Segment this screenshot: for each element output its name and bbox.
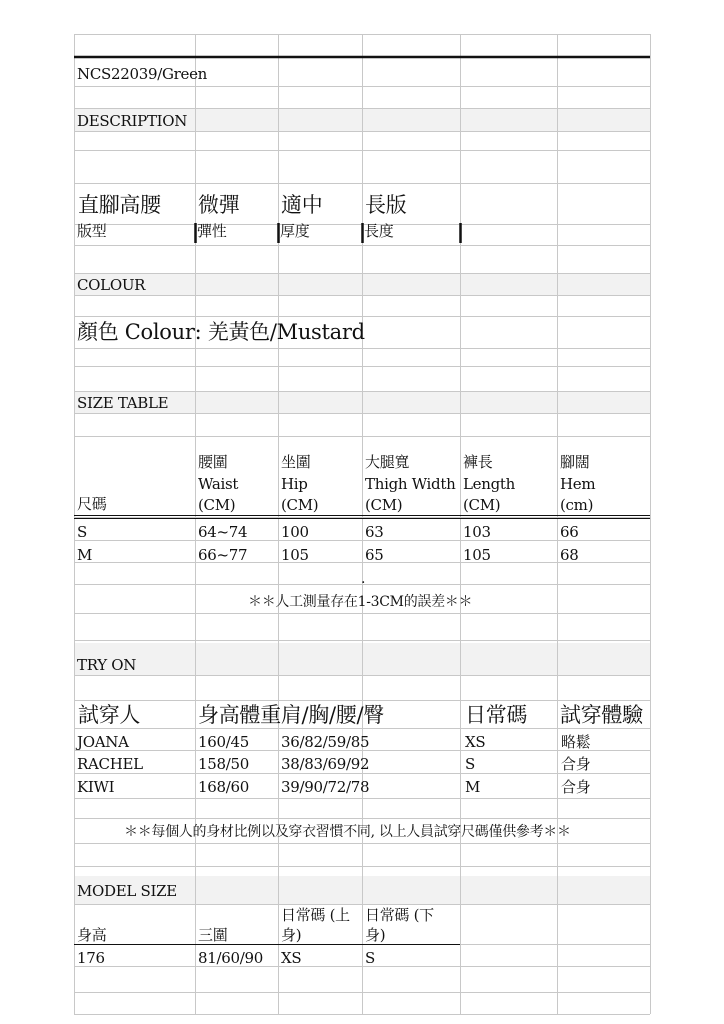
- size-header: 尺碼: [77, 495, 107, 513]
- length-header-en: Length: [463, 475, 515, 493]
- try-on-row-0-fit: 略鬆: [561, 733, 591, 751]
- try-on-row-1-hw: 158/50: [198, 755, 249, 773]
- try-on-note: ＊＊每個人的身材比例以及穿衣習慣不同, 以上人員試穿尺碼僅供參考＊＊: [124, 824, 571, 840]
- size-m-waist: 66~77: [198, 546, 248, 564]
- model-bottom-size-header-line1: 日常碼 (下: [365, 906, 434, 924]
- try-on-row-0-size: XS: [465, 733, 486, 751]
- model-measurements-header: 三圍: [198, 926, 228, 944]
- thickness-label: 厚度: [280, 222, 310, 240]
- model-top-size-value: XS: [281, 949, 302, 967]
- model-top-size-header-line1: 日常碼 (上: [281, 906, 350, 924]
- dot-mark: .: [361, 571, 366, 587]
- hip-header-zh: 坐圍: [281, 453, 311, 471]
- waist-header-unit: (CM): [198, 496, 236, 514]
- hip-header-unit: (CM): [281, 496, 319, 514]
- try-on-row-0-bwh: 36/82/59/85: [281, 733, 370, 751]
- model-top-size-header-line2: 身): [281, 926, 302, 944]
- try-on-row-1-fit: 合身: [561, 755, 591, 773]
- stretch-value: 微彈: [198, 193, 240, 217]
- size-s-length: 103: [463, 523, 491, 541]
- length-label: 長度: [364, 222, 394, 240]
- try-on-row-0-person: JOANA: [77, 733, 129, 751]
- size-m-hip: 105: [281, 546, 309, 564]
- model-size-heading: MODEL SIZE: [77, 882, 177, 900]
- try-on-row-2-size: M: [465, 778, 481, 796]
- try-on-row-2-hw: 168/60: [198, 778, 249, 796]
- length-header-zh: 褲長: [463, 453, 493, 471]
- try-on-row-1-size: S: [465, 755, 475, 773]
- colour-heading: COLOUR: [77, 276, 146, 294]
- model-height-header: 身高: [77, 926, 107, 944]
- hem-header-en: Hem: [560, 475, 596, 493]
- thigh-header-zh: 大腿寬: [365, 453, 410, 471]
- thickness-value: 適中: [281, 193, 323, 217]
- length-header-unit: (CM): [463, 496, 501, 514]
- model-bottom-size-header-line2: 身): [365, 926, 386, 944]
- waist-header-zh: 腰圍: [198, 453, 228, 471]
- try-on-usual-size-header: 日常碼: [465, 703, 528, 727]
- size-m-length: 105: [463, 546, 491, 564]
- thigh-header-en: Thigh Width: [365, 475, 456, 493]
- model-measurements-value: 81/60/90: [198, 949, 263, 967]
- size-s-thigh: 63: [365, 523, 384, 541]
- size-m: M: [77, 546, 93, 564]
- colour-line: 顏色 Colour: 羌黃色/Mustard: [77, 320, 365, 344]
- description-heading: DESCRIPTION: [77, 112, 188, 130]
- model-height-value: 176: [77, 949, 105, 967]
- size-s-hem: 66: [560, 523, 579, 541]
- size-s-waist: 64~74: [198, 523, 248, 541]
- try-on-row-2-bwh: 39/90/72/78: [281, 778, 370, 796]
- try-on-row-1-person: RACHEL: [77, 755, 143, 773]
- hem-header-unit: (cm): [560, 496, 594, 514]
- measurement-error-note: ＊＊人工測量存在1-3CM的誤差＊＊: [248, 594, 473, 610]
- fit-value: 直腳高腰: [78, 193, 161, 217]
- try-on-row-1-bwh: 38/83/69/92: [281, 755, 370, 773]
- fit-label: 版型: [77, 222, 107, 240]
- size-s: S: [77, 523, 87, 541]
- size-m-thigh: 65: [365, 546, 384, 564]
- hem-header-zh: 腳闊: [560, 453, 590, 471]
- product-code: NCS22039/Green: [77, 65, 208, 83]
- size-m-hem: 68: [560, 546, 579, 564]
- hip-header-en: Hip: [281, 475, 308, 493]
- try-on-row-2-person: KIWI: [77, 778, 115, 796]
- try-on-row-0-hw: 160/45: [198, 733, 249, 751]
- try-on-measurements-header: 身高體重肩/胸/腰/臀: [198, 703, 384, 727]
- try-on-person-header: 試穿人: [78, 703, 141, 727]
- model-bottom-size-value: S: [365, 949, 375, 967]
- stretch-label: 彈性: [197, 222, 227, 240]
- size-s-hip: 100: [281, 523, 309, 541]
- thigh-header-unit: (CM): [365, 496, 403, 514]
- try-on-heading: TRY ON: [77, 656, 137, 674]
- try-on-row-2-fit: 合身: [561, 778, 591, 796]
- size-table-heading: SIZE TABLE: [77, 394, 169, 412]
- waist-header-en: Waist: [198, 475, 239, 493]
- try-on-experience-header: 試穿體驗: [560, 703, 643, 727]
- length-value: 長版: [365, 193, 407, 217]
